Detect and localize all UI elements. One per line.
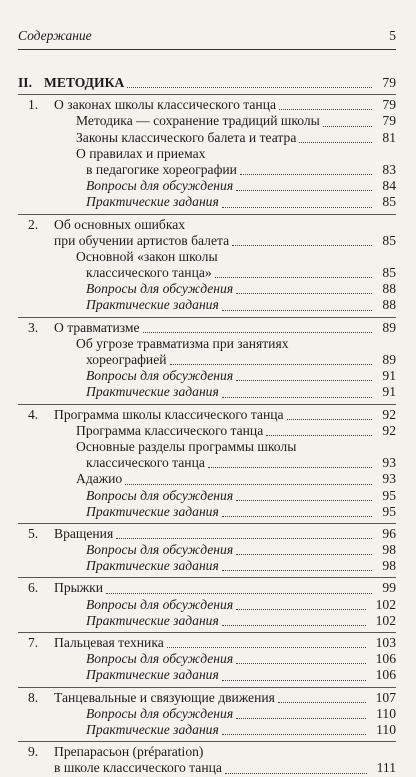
dot-leader bbox=[222, 625, 366, 626]
dot-leader bbox=[170, 364, 373, 365]
section-rule bbox=[18, 94, 396, 95]
dot-leader bbox=[143, 332, 373, 333]
toc-entry-page: 103 bbox=[375, 635, 396, 650]
toc-entry-title: Вопросы для обсуждения bbox=[86, 651, 234, 667]
toc-entry[interactable] bbox=[18, 352, 396, 368]
dot-leader bbox=[232, 245, 372, 246]
dot-leader bbox=[222, 734, 366, 735]
toc-entry-title: Программа классического танца bbox=[76, 422, 264, 438]
toc-entry-page: 98 bbox=[382, 542, 396, 558]
dot-leader bbox=[222, 310, 373, 311]
dot-leader bbox=[279, 109, 372, 110]
dot-leader bbox=[208, 467, 373, 468]
toc-entry-page: 110 bbox=[376, 705, 396, 721]
toc-entry-page: 79 bbox=[382, 75, 396, 90]
toc-entry-title: Программа школы классического танца bbox=[54, 406, 284, 422]
dot-leader bbox=[116, 538, 372, 539]
toc-entry[interactable] bbox=[18, 635, 396, 651]
toc-entry-number: 8. bbox=[28, 689, 39, 705]
toc-entry-number: 6. bbox=[28, 580, 39, 596]
toc-entry-page: 92 bbox=[382, 422, 396, 438]
toc-entry[interactable] bbox=[18, 249, 396, 265]
page-number: 5 bbox=[389, 28, 396, 43]
toc-entry[interactable] bbox=[18, 281, 396, 297]
dot-leader bbox=[106, 593, 372, 594]
page-header bbox=[18, 28, 396, 44]
toc-entry-page: 79 bbox=[382, 113, 396, 129]
toc-entry[interactable] bbox=[18, 558, 396, 574]
toc-entry-page: 88 bbox=[382, 281, 396, 297]
toc-entry-number: 9. bbox=[28, 744, 39, 760]
toc-entry-title: Практические задания bbox=[86, 667, 219, 683]
toc-entry-title: Основные разделы программы школы bbox=[76, 438, 297, 454]
toc-entry-page: 81 bbox=[382, 129, 396, 145]
toc-entry-title: Вопросы для обсуждения bbox=[86, 178, 234, 194]
toc-entry-title: Танцевальные и связующие движения bbox=[54, 689, 275, 705]
toc-entry-page: 102 bbox=[375, 596, 396, 612]
toc-entry[interactable] bbox=[18, 146, 396, 162]
toc-entry[interactable] bbox=[18, 384, 396, 400]
section-rule bbox=[18, 632, 396, 633]
toc-entry-page: 110 bbox=[376, 721, 396, 737]
toc-entry[interactable] bbox=[18, 744, 396, 760]
toc-entry-title: Практические задания bbox=[86, 558, 219, 574]
section-rule bbox=[18, 687, 396, 688]
dot-leader bbox=[323, 126, 373, 127]
toc-entry-number: II. bbox=[18, 75, 32, 90]
toc-entry-title: Законы классического балета и театра bbox=[76, 129, 297, 145]
toc-entry-title: Об основных ошибках bbox=[54, 216, 186, 232]
running-title: Содержание bbox=[18, 28, 92, 43]
toc-entry-page: 85 bbox=[382, 265, 396, 281]
toc-entry[interactable] bbox=[18, 488, 396, 504]
toc-entry-title: Практические задания bbox=[86, 721, 219, 737]
toc-entry[interactable] bbox=[18, 760, 396, 776]
toc-entry-page: 96 bbox=[382, 525, 396, 541]
toc-entry-number: 3. bbox=[28, 319, 39, 335]
toc-entry[interactable] bbox=[18, 526, 396, 542]
dot-leader bbox=[240, 174, 372, 175]
toc-entry-number: 7. bbox=[28, 635, 39, 650]
toc-entry-title: классического танца bbox=[86, 455, 205, 471]
toc-entry-page: 106 bbox=[375, 667, 396, 683]
toc-entry-number: 5. bbox=[28, 525, 39, 541]
section-rule bbox=[18, 317, 396, 318]
dot-leader bbox=[222, 570, 373, 571]
toc-entry[interactable] bbox=[18, 368, 396, 384]
toc-entry[interactable] bbox=[18, 97, 396, 113]
toc-entry-title: Вопросы для обсуждения bbox=[86, 705, 234, 721]
toc-entry-title: МЕТОДИКА bbox=[44, 75, 125, 90]
toc-entry[interactable] bbox=[18, 162, 396, 178]
section-rule bbox=[18, 214, 396, 215]
toc-entry[interactable] bbox=[18, 455, 396, 471]
toc-entry-page: 95 bbox=[382, 487, 396, 503]
toc-entry[interactable] bbox=[18, 690, 396, 706]
toc-entry[interactable] bbox=[18, 580, 396, 596]
toc-entry[interactable] bbox=[18, 336, 396, 352]
toc-entry-number: 1. bbox=[28, 97, 39, 113]
toc-entry-page: 93 bbox=[382, 471, 396, 487]
toc-entry-title: Вопросы для обсуждения bbox=[86, 368, 234, 384]
toc-entry-page: 88 bbox=[382, 297, 396, 313]
toc-entry-page: 85 bbox=[382, 194, 396, 210]
toc-entry-title: при обучении артистов балета bbox=[54, 232, 230, 248]
dot-leader bbox=[236, 293, 372, 294]
toc-entry[interactable] bbox=[18, 542, 396, 558]
dot-leader bbox=[222, 207, 373, 208]
toc-entry-title: Вращения bbox=[54, 525, 114, 541]
toc-entry-number: 2. bbox=[28, 216, 39, 232]
section-rule bbox=[18, 404, 396, 405]
toc-entry-title: Практические задания bbox=[86, 194, 219, 210]
toc-entry-title: Вопросы для обсуждения bbox=[86, 281, 234, 297]
dot-leader bbox=[236, 609, 365, 610]
toc-entry-title: Вопросы для обсуждения bbox=[86, 542, 234, 558]
dot-leader bbox=[225, 773, 367, 774]
toc-entry[interactable] bbox=[18, 217, 396, 233]
dot-leader bbox=[236, 718, 366, 719]
toc-entry-title: хореографией bbox=[86, 352, 167, 367]
toc-entry-page: 79 bbox=[382, 97, 396, 113]
dot-leader bbox=[299, 142, 372, 143]
toc-entry-title: Пальцевая техника bbox=[54, 635, 164, 650]
section-rule bbox=[18, 741, 396, 742]
section-rule bbox=[18, 523, 396, 524]
dot-leader bbox=[236, 380, 372, 381]
toc-entry-title: Практические задания bbox=[86, 384, 219, 400]
toc-entry[interactable] bbox=[18, 722, 396, 738]
toc-entry[interactable] bbox=[18, 265, 396, 281]
dot-leader bbox=[236, 500, 372, 501]
toc-entry-title: О травматизме bbox=[54, 319, 140, 335]
dot-leader bbox=[127, 87, 372, 88]
toc-entry-title: в педагогике хореографии bbox=[86, 161, 237, 177]
toc-entry[interactable] bbox=[18, 423, 396, 439]
toc-entry-title: Практические задания bbox=[86, 612, 219, 628]
toc-entry-title: классического танца» bbox=[86, 265, 212, 281]
toc-entry-title: Основной «закон школы bbox=[76, 248, 218, 264]
toc-entry-page: 91 bbox=[382, 368, 396, 384]
dot-leader bbox=[125, 484, 372, 485]
table-of-contents bbox=[18, 75, 396, 777]
toc-entry[interactable] bbox=[18, 320, 396, 336]
toc-entry[interactable] bbox=[18, 613, 396, 629]
toc-entry-title: Адажио bbox=[76, 471, 123, 487]
toc-entry-page: 91 bbox=[382, 384, 396, 400]
toc-entry-page: 106 bbox=[375, 651, 396, 667]
toc-entry-page: 111 bbox=[376, 760, 396, 776]
dot-leader bbox=[215, 277, 373, 278]
toc-entry-title: Препарасьон (préparation) bbox=[54, 744, 204, 760]
dot-leader bbox=[222, 680, 366, 681]
toc-entry[interactable] bbox=[18, 194, 396, 210]
toc-entry-title: Вопросы для обсуждения bbox=[86, 596, 234, 612]
toc-entry[interactable] bbox=[18, 667, 396, 683]
toc-entry-page: 102 bbox=[375, 612, 396, 628]
toc-entry[interactable] bbox=[18, 75, 396, 91]
toc-entry-title: О законах школы классического танца bbox=[54, 97, 277, 113]
toc-entry-title: в школе классического танца bbox=[54, 760, 222, 776]
toc-entry-title: Практические задания bbox=[86, 503, 219, 519]
toc-entry-title: Практические задания bbox=[86, 297, 219, 313]
toc-entry-page: 89 bbox=[382, 352, 396, 367]
toc-entry-title: О правилах и приемах bbox=[76, 145, 206, 161]
dot-leader bbox=[236, 554, 372, 555]
toc-entry-page: 95 bbox=[382, 503, 396, 519]
dot-leader bbox=[236, 663, 365, 664]
toc-entry-title: Об угрозе травматизма при занятиях bbox=[76, 335, 289, 351]
dot-leader bbox=[287, 419, 373, 420]
toc-entry-page: 107 bbox=[375, 689, 396, 705]
toc-entry[interactable] bbox=[18, 178, 396, 194]
toc-entry-number: 4. bbox=[28, 406, 39, 422]
toc-entry-page: 92 bbox=[382, 406, 396, 422]
toc-entry-title: Методика — сохранение традиций школы bbox=[76, 113, 320, 129]
dot-leader bbox=[222, 516, 373, 517]
toc-entry-title: Прыжки bbox=[54, 580, 104, 596]
section-rule bbox=[18, 577, 396, 578]
toc-entry[interactable] bbox=[18, 407, 396, 423]
toc-entry-page: 83 bbox=[382, 161, 396, 177]
toc-entry-page: 89 bbox=[382, 319, 396, 335]
dot-leader bbox=[222, 397, 373, 398]
dot-leader bbox=[167, 647, 366, 648]
toc-entry[interactable] bbox=[18, 706, 396, 722]
dot-leader bbox=[266, 435, 372, 436]
toc-entry[interactable] bbox=[18, 130, 396, 146]
toc-entry-page: 85 bbox=[382, 232, 396, 248]
toc-entry[interactable] bbox=[18, 297, 396, 313]
toc-entry-page: 98 bbox=[382, 558, 396, 574]
header-rule bbox=[18, 49, 396, 50]
toc-entry[interactable] bbox=[18, 471, 396, 487]
toc-entry[interactable] bbox=[18, 504, 396, 520]
dot-leader bbox=[236, 190, 372, 191]
toc-entry-page: 84 bbox=[382, 178, 396, 194]
toc-entry-page: 93 bbox=[382, 455, 396, 471]
toc-entry-page: 99 bbox=[382, 580, 396, 596]
toc-entry[interactable] bbox=[18, 597, 396, 613]
toc-entry[interactable] bbox=[18, 439, 396, 455]
toc-entry[interactable] bbox=[18, 651, 396, 667]
toc-entry[interactable] bbox=[18, 233, 396, 249]
toc-entry-title: Вопросы для обсуждения bbox=[86, 487, 234, 503]
toc-entry[interactable] bbox=[18, 113, 396, 129]
